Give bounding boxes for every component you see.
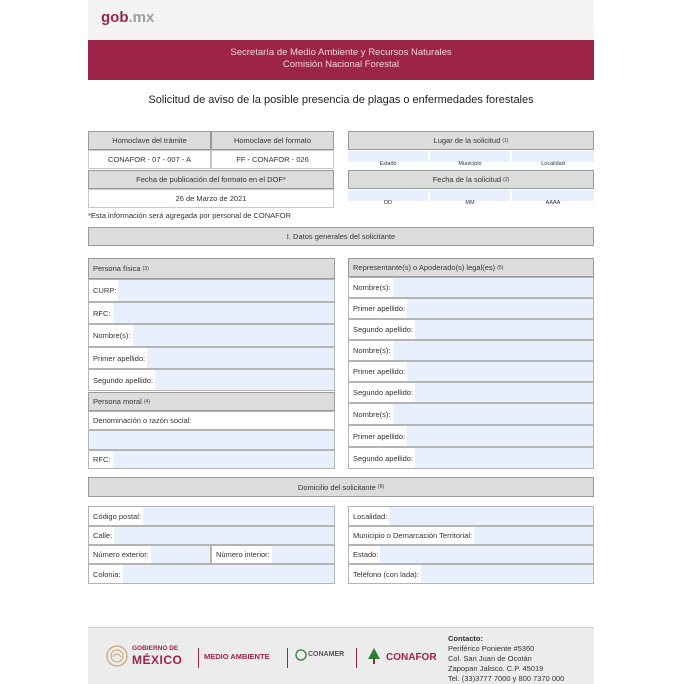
rep1-nombres-field	[348, 277, 594, 298]
numero-exterior-input[interactable]	[151, 546, 210, 563]
persona-moral-label: Persona moral	[93, 397, 142, 406]
aaaa-caption: AAAA	[545, 200, 561, 206]
banner-line-1: Secretaría de Medio Ambiente y Recursos Naturales	[230, 47, 452, 58]
contact-block	[448, 634, 564, 684]
rep2-segundo-apellido-field	[348, 382, 594, 403]
medio-ambiente-logo: MEDIO AMBIENTE	[204, 652, 270, 661]
municipio-dom-label: Municipio o Demarcación Territorial:	[353, 531, 473, 540]
rep3-primer-apellido-label: Primer apellido:	[353, 431, 406, 441]
rep3-nombres-label: Nombre(s):	[353, 409, 391, 419]
lugar-solicitud-label: Lugar de la solicitud	[433, 136, 501, 145]
fecha-solicitud-header	[348, 170, 594, 189]
numero-interior-label: Número interior:	[216, 550, 270, 559]
localidad-caption: Localidad	[541, 161, 565, 167]
eagle-seal-icon	[106, 645, 128, 667]
primer-apellido-fisica-field	[88, 347, 335, 369]
primer-apellido-fisica-label: Primer apellido:	[93, 353, 146, 363]
rep2-primer-apellido-field	[348, 361, 594, 382]
denominacion-label: Denominación o razón social:	[93, 416, 192, 425]
gobmx-logo[interactable]	[101, 9, 154, 26]
gobierno-line2: MÉXICO	[132, 653, 183, 667]
agency-banner	[88, 40, 594, 80]
representantes-header	[348, 258, 594, 277]
rep3-nombres-field	[348, 403, 594, 425]
estado-dom-field	[348, 545, 594, 564]
homoclave-tramite-header: Homoclave del trámite	[88, 131, 211, 150]
localidad-label: Localidad:	[353, 511, 388, 521]
mm-caption: MM	[465, 200, 475, 206]
contact-line-3: Zapopan Jalisco. C.P. 45019	[448, 664, 544, 673]
representantes-label: Representante(s) o Apoderado(s) legal(es)	[353, 263, 496, 272]
homoclave-tramite-value: CONAFOR - 07 - 007 - A	[88, 150, 211, 169]
persona-fisica-header	[88, 258, 335, 279]
codigo-postal-label: Código postal:	[93, 511, 141, 521]
rep3-primer-apellido-input[interactable]	[407, 426, 593, 446]
footer	[88, 627, 594, 684]
banner-line-2: Comisión Nacional Forestal	[282, 59, 400, 70]
municipio-dom-input[interactable]	[474, 527, 593, 544]
rep2-nombres-input[interactable]	[393, 341, 593, 360]
lugar-solicitud-header	[348, 131, 594, 150]
top-bar	[88, 0, 594, 40]
localidad-dom-input[interactable]	[389, 507, 593, 525]
rfc-fisica-label: RFC:	[93, 308, 111, 318]
numero-interior-input[interactable]	[272, 546, 334, 563]
persona-fisica-label: Persona física	[93, 264, 141, 273]
nombres-fisica-field	[88, 324, 335, 347]
codigo-postal-input[interactable]	[143, 507, 334, 525]
contact-line-2: Col. San Juan de Ocotán	[448, 654, 532, 663]
fecha-publicacion-value: 26 de Marzo de 2021	[88, 189, 334, 208]
rep1-nombres-label: Nombre(s):	[353, 283, 391, 292]
telefono-field	[348, 564, 594, 584]
logo-suffix-text: .mx	[128, 9, 155, 26]
contact-title: Contacto:	[448, 634, 483, 643]
domicilio-ref: (6)	[377, 484, 385, 490]
estado-dom-label: Estado:	[353, 550, 379, 559]
nombres-fisica-input[interactable]	[133, 325, 334, 346]
document-title: Solicitud de aviso de la posible presencia de plagas o enfermedades forestales	[148, 94, 534, 106]
rfc-moral-field	[88, 450, 335, 469]
curp-field	[88, 279, 335, 302]
estado-caption: Estado	[379, 161, 397, 167]
conafor-note: *Esta información será agregada por personal de CONAFOR	[88, 211, 292, 220]
curp-label: CURP:	[93, 286, 117, 295]
contact-line-4: Tel. (33)3777 7000 y 800 7370 000	[448, 674, 565, 683]
segundo-apellido-fisica-field	[88, 369, 335, 391]
rep1-nombres-input[interactable]	[393, 278, 593, 297]
segundo-apellido-fisica-input[interactable]	[155, 370, 334, 390]
dd-caption: DD	[384, 200, 392, 206]
persona-fisica-ref: (3)	[142, 265, 149, 272]
municipio-dom-field	[348, 526, 594, 545]
fecha-ref: (2)	[503, 176, 510, 183]
rep1-primer-apellido-field	[348, 298, 594, 319]
denominacion-field	[88, 411, 335, 430]
rep1-primer-apellido-input[interactable]	[407, 299, 593, 318]
rep2-segundo-apellido-input[interactable]	[415, 383, 593, 402]
colonia-label: Colonia:	[93, 569, 121, 579]
colonia-input[interactable]	[123, 565, 334, 583]
calle-label: Calle:	[93, 531, 113, 540]
conamer-icon	[295, 649, 307, 661]
persona-moral-header	[88, 392, 335, 411]
conamer-logo: CONAMER	[308, 651, 345, 658]
section-datos-generales: I. Datos generales del solicitante	[88, 227, 594, 246]
persona-moral-ref: (4)	[143, 398, 150, 405]
fecha-solicitud-label: Fecha de la solicitud	[432, 175, 502, 184]
rep1-segundo-apellido-field	[348, 319, 594, 340]
rep3-segundo-apellido-field	[348, 447, 594, 469]
domicilio-label: Domicilio del solicitante	[297, 482, 376, 492]
footer-divider-2	[287, 648, 288, 668]
domicilio-header	[88, 477, 594, 497]
colonia-field	[88, 564, 335, 584]
nombres-fisica-label: Nombre(s):	[93, 331, 131, 340]
rfc-fisica-field	[88, 302, 335, 324]
calle-input[interactable]	[114, 527, 334, 544]
primer-apellido-fisica-input[interactable]	[147, 348, 334, 368]
logo-main-text: gob	[101, 9, 129, 26]
homoclave-formato-value: FF - CONAFOR - 026	[211, 150, 334, 169]
rep1-segundo-apellido-label: Segundo apellido:	[353, 325, 414, 334]
homoclave-formato-header: Homoclave del formato	[211, 131, 334, 150]
representantes-ref: (5)	[497, 264, 504, 271]
rep1-primer-apellido-label: Primer apellido:	[353, 304, 406, 313]
calle-field	[88, 526, 335, 545]
gobierno-line1: GOBIERNO DE	[132, 645, 179, 652]
numero-exterior-field	[88, 545, 211, 564]
telefono-input[interactable]	[421, 565, 593, 583]
rep2-nombres-field	[348, 340, 594, 361]
telefono-label: Teléfono (con lada):	[353, 569, 419, 579]
localidad-field	[348, 506, 594, 526]
form-page	[88, 0, 594, 683]
rfc-moral-label: RFC:	[93, 455, 111, 464]
rfc-fisica-input[interactable]	[113, 303, 335, 323]
conafor-logo: CONAFOR	[386, 652, 437, 663]
rep2-primer-apellido-label: Primer apellido:	[353, 367, 406, 376]
footer-divider-3	[356, 648, 357, 668]
contact-line-1: Periférico Poniente #5360	[448, 644, 535, 653]
rep3-segundo-apellido-input[interactable]	[415, 448, 593, 468]
lugar-ref: (1)	[502, 137, 509, 144]
footer-divider-1	[198, 648, 199, 668]
rep3-primer-apellido-field	[348, 425, 594, 447]
municipio-caption: Municipio	[458, 161, 482, 167]
rep3-nombres-input[interactable]	[393, 404, 593, 424]
denominacion-input[interactable]	[88, 430, 335, 450]
rep3-segundo-apellido-label: Segundo apellido:	[353, 453, 414, 463]
rep2-nombres-label: Nombre(s):	[353, 346, 391, 355]
fecha-publicacion-header: Fecha de publicación del formato en el DOF*	[88, 170, 334, 189]
rep2-primer-apellido-input[interactable]	[407, 362, 593, 381]
segundo-apellido-fisica-label: Segundo apellido:	[93, 375, 154, 385]
estado-dom-input[interactable]	[380, 546, 593, 563]
codigo-postal-field	[88, 506, 335, 526]
numero-interior-field	[211, 545, 335, 564]
conafor-tree-icon	[363, 645, 385, 667]
numero-exterior-label: Número exterior:	[93, 550, 149, 559]
rfc-moral-input[interactable]	[113, 451, 335, 468]
curp-input[interactable]	[118, 280, 334, 301]
rep2-segundo-apellido-label: Segundo apellido:	[353, 388, 414, 397]
rep1-segundo-apellido-input[interactable]	[415, 320, 593, 339]
